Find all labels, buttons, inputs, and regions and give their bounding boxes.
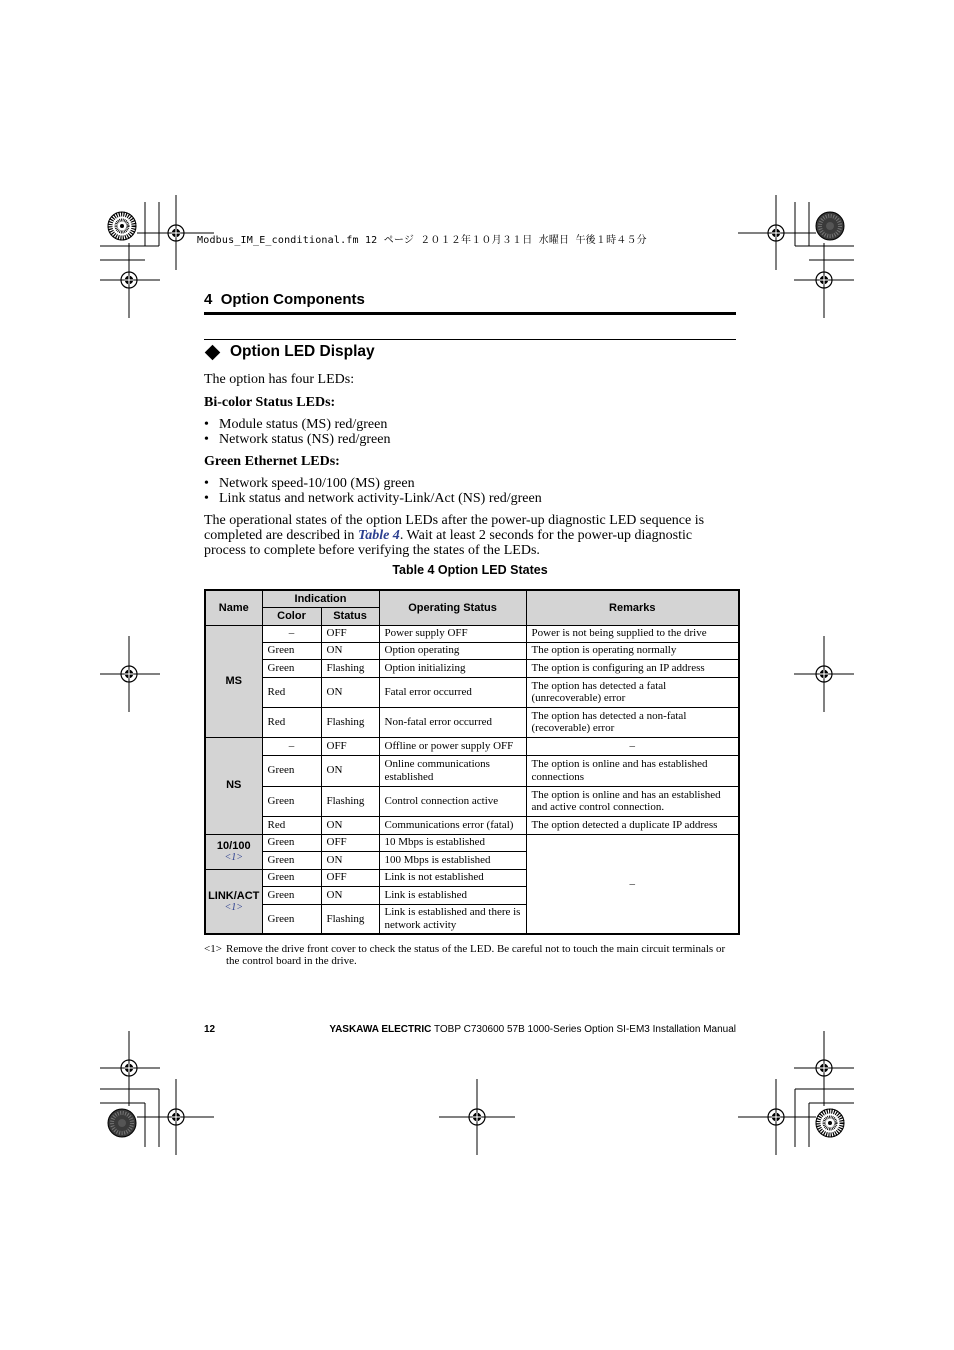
footnote-marker: <1> [204, 943, 222, 955]
list-item: • Link status and network activity-Link/Act (NS) red/green [204, 491, 542, 506]
bullet-icon: • [204, 432, 209, 447]
table-row: LINK/ACT <1> Green OFF Link is not established [205, 869, 739, 886]
table-row: 10/100 <1> Green OFF 10 Mbps is established – [205, 834, 739, 851]
footnote-ref[interactable]: <1> [224, 851, 243, 863]
table-row: Red ON Communications error (fatal) The option detected a duplicate IP address [205, 816, 739, 834]
heading-text: Option LED Display [230, 343, 375, 360]
bicolor-heading: Bi-color Status LEDs: [204, 395, 336, 410]
table-row: Green Flashing Option initializing The option is configuring an IP address [205, 659, 739, 677]
table-row: Green ON Link is established [205, 886, 739, 904]
list-item: • Module status (MS) red/green [204, 417, 388, 432]
diamond-bullet-icon [205, 344, 221, 360]
description-paragraph: The operational states of the option LEDs after the power-up diagnostic LED sequence is completed are described in Table 4. Wait at least 2 seconds for the power-up diagnostic process to complete before verifying the states of the LEDs. [204, 513, 705, 558]
heading-rule [204, 339, 736, 340]
section-name: Option Components [220, 291, 365, 308]
section-number: 4 [204, 291, 213, 308]
section-rule [204, 312, 736, 315]
green-list [204, 476, 542, 506]
bullet-icon: • [204, 417, 209, 432]
table-row: Green ON 100 Mbps is established [205, 851, 739, 869]
footnote [204, 944, 738, 967]
footnote-ref[interactable]: <1> [224, 901, 243, 913]
header-remarks: Remarks [526, 590, 739, 625]
green-heading: Green Ethernet LEDs: [204, 454, 340, 469]
section-title [204, 291, 365, 308]
table-row: Green Flashing Link is established and there is network activity [205, 904, 739, 934]
bullet-icon: • [204, 491, 209, 506]
footnote-text: Remove the drive front cover to check the status of the LED. Be careful not to touch the main circuit terminals or the control board in the drive. [226, 943, 726, 967]
table-link[interactable]: Table 4 [357, 528, 400, 543]
table-row: MS – OFF Power supply OFF Power is not being supplied to the drive [205, 625, 739, 642]
header-operating-status: Operating Status [379, 590, 526, 625]
bullet-icon: • [204, 476, 209, 491]
footer-brand: YASKAWA ELECTRIC [329, 1024, 432, 1035]
file-header: Modbus_IM_E_conditional.fm 12 ページ ２０１２年１０月３１日 水曜日 午後１時４５分 [197, 235, 647, 246]
shared-remark: – [526, 834, 739, 934]
group-ms: MS [205, 625, 262, 737]
table-row: Green Flashing Control connection active The option is online and has an established and active control connection. [205, 786, 739, 816]
table-row: Red ON Fatal error occurred The option has detected a fatal (unrecoverable) error [205, 677, 739, 707]
table-row: NS – OFF Offline or power supply OFF – [205, 737, 739, 755]
group-link-act: LINK/ACT <1> [205, 869, 262, 934]
footer-title [329, 1024, 736, 1035]
bicolor-list [204, 417, 390, 447]
table-row: Green ON Option operating The option is operating normally [205, 642, 739, 659]
header-indication: Indication [262, 590, 379, 607]
list-item: • Network speed-10/100 (MS) green [204, 476, 415, 491]
group-speed: 10/100 <1> [205, 834, 262, 869]
table-row: Green ON Online communications established The option is online and has established connections [205, 755, 739, 786]
list-item: • Network status (NS) red/green [204, 432, 391, 447]
led-states-table [204, 589, 740, 935]
header-status: Status [321, 607, 379, 625]
group-ns: NS [205, 737, 262, 834]
page-heading [204, 343, 375, 361]
table-caption: Table 4 Option LED States [392, 563, 548, 577]
table-row: Red Flashing Non-fatal error occurred The option has detected a non-fatal (recoverable) error [205, 707, 739, 737]
header-name: Name [205, 590, 262, 625]
header-color: Color [262, 607, 321, 625]
page-number: 12 [204, 1024, 216, 1035]
intro-text: The option has four LEDs: [204, 372, 355, 387]
footer-doc: TOBP C730600 57B 1000-Series Option SI-EM3 Installation Manual [431, 1024, 736, 1035]
